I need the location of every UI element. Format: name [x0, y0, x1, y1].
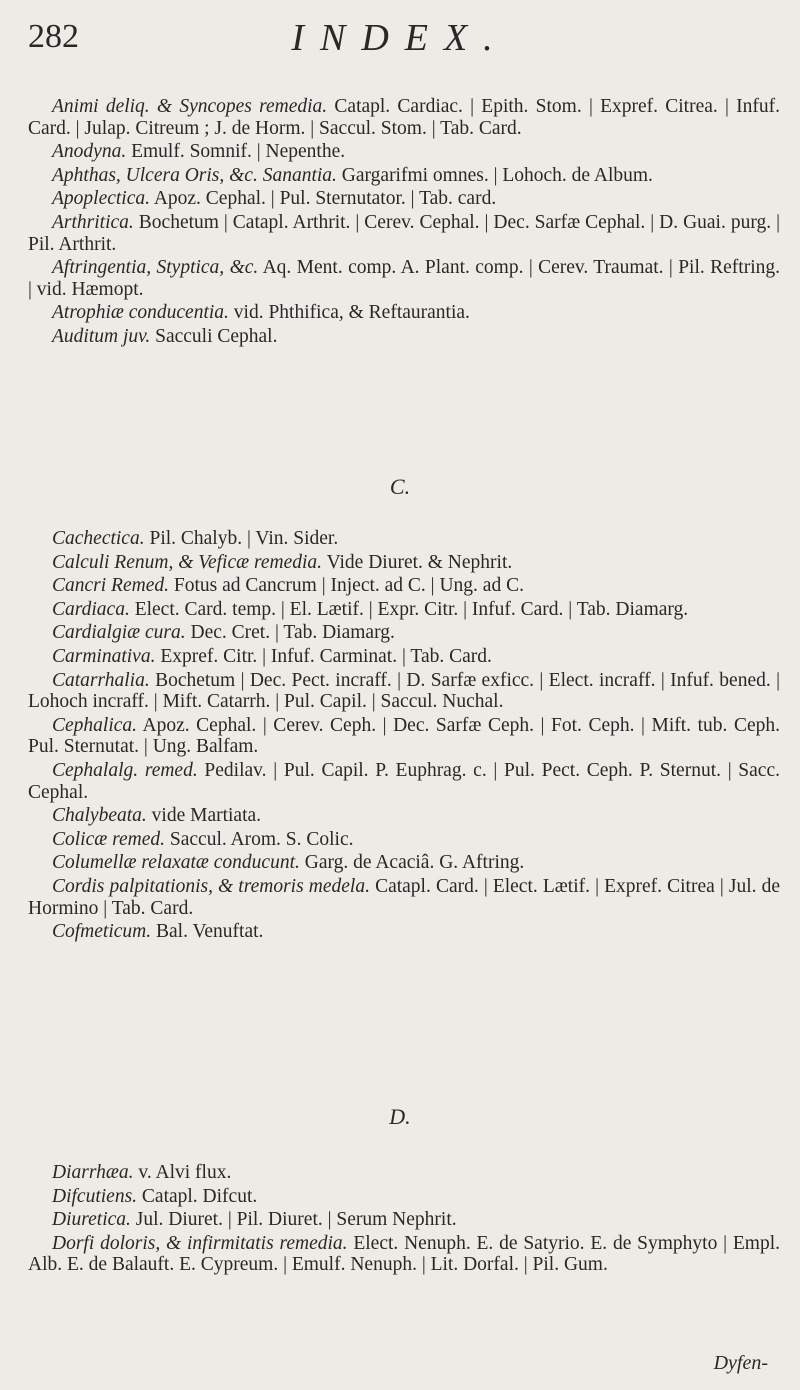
section-c-entries — [28, 528, 780, 945]
section-d-entries — [28, 1162, 780, 1278]
index-entry — [28, 528, 780, 550]
index-entry — [28, 876, 780, 919]
index-entry — [28, 212, 780, 255]
index-entry — [28, 302, 780, 324]
index-entry — [28, 326, 780, 348]
entry-head: Apoplectica. — [52, 188, 151, 210]
entry-text: vid. Phthifica, & Reftaurantia. — [228, 302, 470, 324]
index-entry — [28, 829, 780, 851]
index-entry — [28, 760, 780, 803]
entry-head: Cancri Remed. — [52, 575, 169, 597]
index-entry — [28, 599, 780, 621]
index-entry — [28, 575, 780, 597]
entry-head: Cephalalg. remed. — [52, 759, 198, 781]
section-a-entries — [28, 96, 780, 350]
entry-head: Diuretica. — [52, 1209, 131, 1231]
entry-head: Cardialgiæ cura. — [52, 622, 186, 644]
entry-head: Dorfi doloris, & infirmitatis remedia. — [52, 1232, 348, 1254]
entry-head: Difcutiens. — [52, 1185, 138, 1207]
entry-text: Emulf. Somnif. | Nepenthe. — [126, 141, 346, 163]
entry-head: Cofmeticum. — [52, 921, 152, 943]
entry-head: Atrophiæ conducentia. — [52, 302, 229, 324]
entry-head: Aftringentia, Styptica, &c. — [52, 257, 259, 279]
index-entry — [28, 552, 780, 574]
entry-head: Aphthas, Ulcera Oris, &c. Sanantia. — [52, 164, 337, 186]
entry-text: Bal. Venuftat. — [151, 921, 264, 943]
entry-head: Chalybeata. — [52, 805, 147, 827]
entry-text: Apoz. Cephal. | Pul. Sternutator. | Tab. card. — [150, 188, 497, 210]
entry-head: Auditum juv. — [52, 325, 151, 347]
entry-head: Animi deliq. & Syncopes remedia. — [52, 96, 328, 117]
entry-head: Anodyna. — [52, 141, 127, 163]
section-letter-d: D. — [389, 1104, 411, 1129]
entry-head: Cephalica. — [52, 714, 138, 736]
entry-text: Sacculi Cephal. — [150, 325, 278, 347]
entry-text: Pil. Chalyb. | Vin. Sider. — [144, 528, 339, 549]
entry-text: Garg. de Acaciâ. G. Aftring. — [299, 852, 525, 874]
entry-head: Columellæ relaxatæ conducunt. — [52, 852, 300, 874]
index-entry — [28, 670, 780, 713]
page-header — [28, 14, 772, 64]
index-entry — [28, 96, 780, 139]
entry-text: Catapl. Card. | Elect. Lætif. | Expref. Citrea | Jul. de Hormino | Tab. Card. — [28, 875, 780, 919]
entry-text: Elect. Card. temp. | El. Lætif. | Expr. Citr. | Infuf. Card. | Tab. Diamarg. — [129, 598, 689, 620]
index-entry — [28, 646, 780, 668]
index-entry — [28, 1186, 780, 1208]
entry-text: Saccul. Arom. S. Colic. — [165, 828, 354, 850]
index-entry — [28, 1233, 780, 1276]
index-entry — [28, 141, 780, 163]
entry-head: Carminativa. — [52, 645, 156, 667]
entry-head: Cordis palpitationis, & tremoris medela. — [52, 875, 370, 897]
index-entry — [28, 715, 780, 758]
entry-head: Cachectica. — [52, 528, 145, 549]
entry-text: Catapl. Difcut. — [137, 1185, 258, 1207]
entry-head: Cardiaca. — [52, 598, 130, 620]
index-entry — [28, 165, 780, 187]
entry-text: Gargarifmi omnes. | Lohoch. de Album. — [336, 164, 653, 186]
entry-text: Catapl. Cardiac. | Epith. Stom. | Expref. Citrea. | Infuf. Card. | Julap. Citreum ; J. de Horm. | Saccul. Stom. | Tab. Card. — [28, 96, 781, 139]
entry-head: Diarrhæa. — [52, 1162, 134, 1183]
index-entry — [28, 257, 780, 300]
entry-head: Arthritica. — [52, 211, 134, 233]
running-title: INDEX. — [291, 17, 509, 59]
index-entry — [28, 921, 780, 943]
entry-head: Colicæ remed. — [52, 828, 166, 850]
catchword: Dyfen- — [713, 1352, 768, 1374]
page-number: 282 — [28, 18, 79, 55]
index-entry — [28, 1162, 780, 1184]
index-entry — [28, 188, 780, 210]
entry-text: Jul. Diuret. | Pil. Diuret. | Serum Nephrit. — [130, 1209, 457, 1231]
entry-text: Apoz. Cephal. | Cerev. Ceph. | Dec. Sarfæ Ceph. | Fot. Ceph. | Mift. tub. Ceph. Pul. Sternutat. | Ung. Balfam. — [28, 714, 780, 758]
index-entry — [28, 622, 780, 644]
entry-text: vide Martiata. — [146, 805, 262, 827]
entry-text: Elect. Nenuph. E. de Satyrio. E. de Symphyto | Empl. Alb. E. de Balauft. E. Cypreum. | Emulf. Nenuph. | Lit. Dorfal. | Pil. Gum. — [28, 1232, 780, 1276]
entry-text: Fotus ad Cancrum | Inject. ad C. | Ung. ad C. — [168, 575, 524, 597]
entry-head: Catarrhalia. — [52, 669, 150, 691]
entry-text: Dec. Cret. | Tab. Diamarg. — [185, 622, 395, 644]
entry-text: Bochetum | Dec. Pect. incraff. | D. Sarfæ exficc. | Elect. incraff. | Infuf. bened. | Lohoch incraff. | Mift. Catarrh. | Pul. Capil. | Saccul. Nuchal. — [28, 669, 780, 713]
section-letter-c: C. — [389, 474, 411, 499]
entry-text: Expref. Citr. | Infuf. Carminat. | Tab. Card. — [155, 645, 492, 667]
entry-text: v. Alvi flux. — [133, 1162, 232, 1183]
entry-text: Vide Diuret. & Nephrit. — [322, 551, 513, 573]
index-entry — [28, 805, 780, 827]
entry-head: Calculi Renum, & Veficæ remedia. — [52, 551, 323, 573]
entry-text: Bochetum | Catapl. Arthrit. | Cerev. Cephal. | Dec. Sarfæ Cephal. | D. Guai. purg. | Pil. Arthrit. — [28, 211, 780, 255]
entry-text: Pedilav. | Pul. Capil. P. Euphrag. c. | Pul. Pect. Ceph. P. Sternut. | Sacc. Cephal. — [28, 759, 780, 803]
index-entry — [28, 1209, 780, 1231]
index-entry — [28, 852, 780, 874]
entry-text: Aq. Ment. comp. A. Plant. comp. | Cerev. Traumat. | Pil. Reftring. | vid. Hæmopt. — [28, 257, 780, 300]
